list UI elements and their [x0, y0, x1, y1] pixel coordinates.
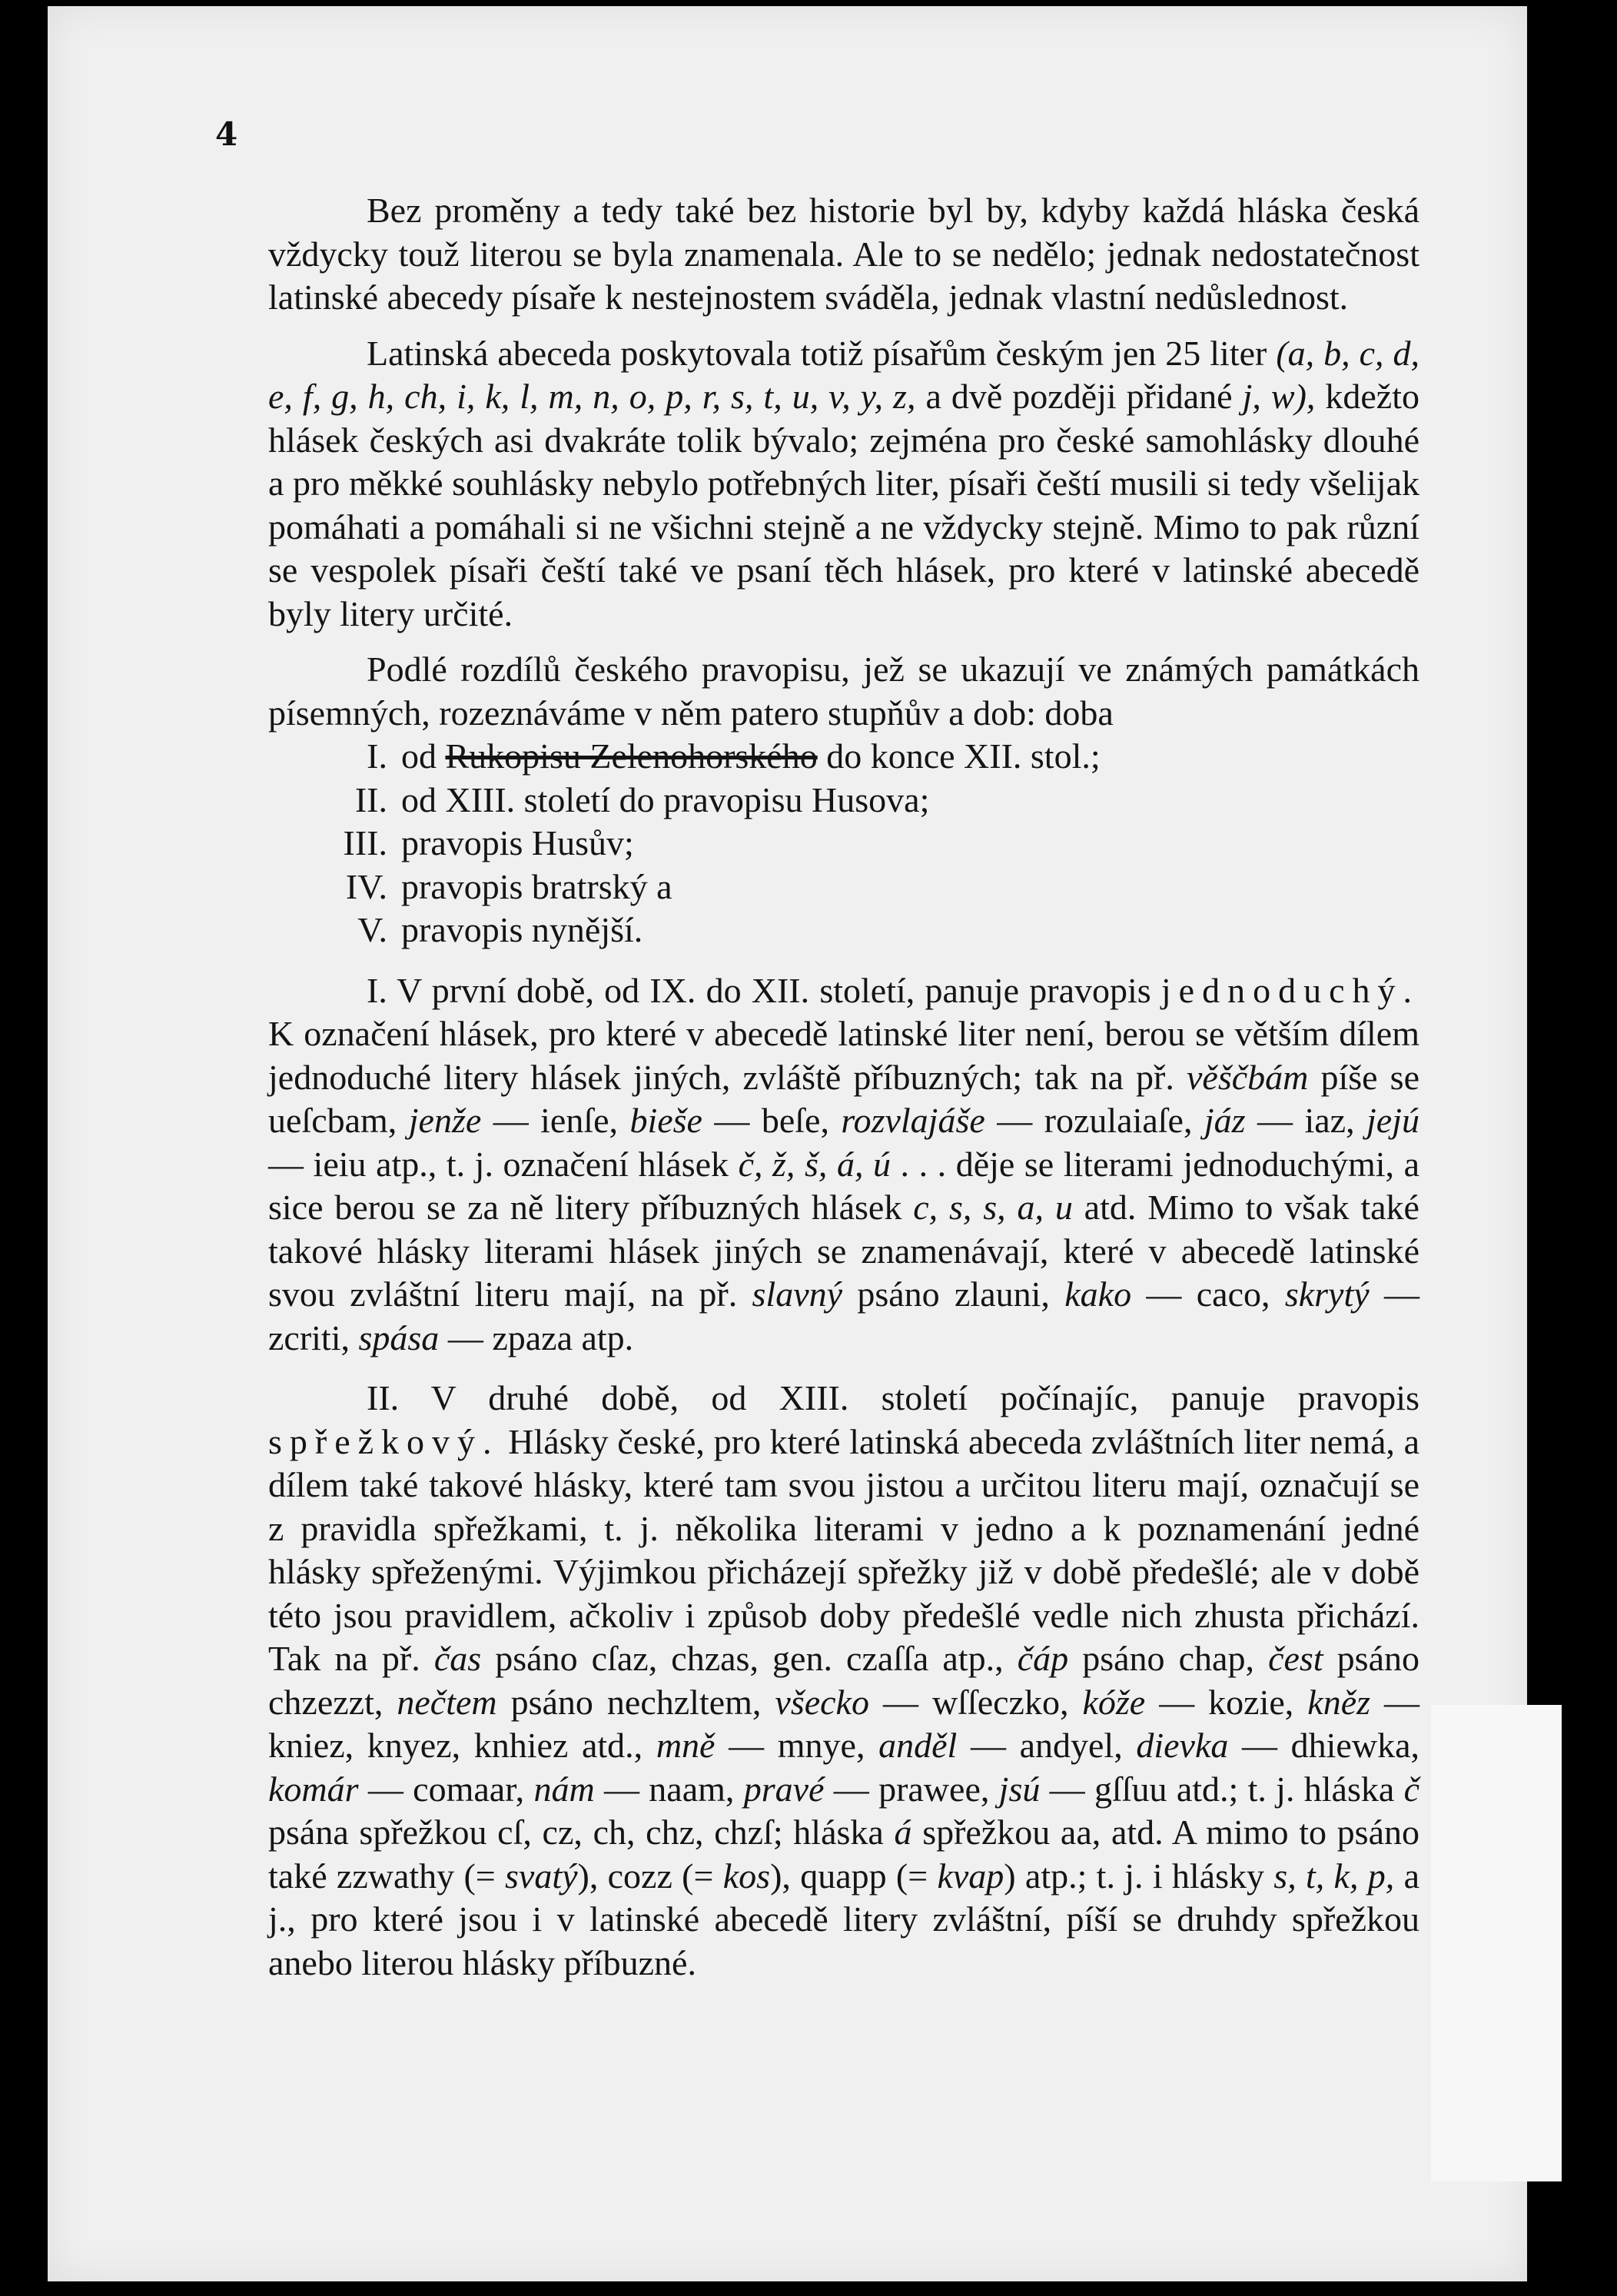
spaced-term: spřežkový.: [268, 1421, 500, 1461]
page-number: 4: [215, 115, 238, 153]
page-edge-strip: [1431, 1705, 1562, 2181]
list-item: IV. pravopis bratrský a: [345, 866, 672, 906]
book-page: [48, 6, 1527, 2281]
period-list: [268, 735, 1419, 952]
paragraph-2: Latinská abeceda poskytovala totiž písařům českým jen 25 liter (a, b, c, d, e, f, g, h, ch, i, k, l, m, n, o, p, r, s, t, u, v, y, z, a dvě později přidané j, w), kdežto hlásek českých asi dvakráte tolik bývalo; zejména pro české samohlásky dlouhé a pro měkké souhlásky nebylo potřebných liter, písaři čeští musili si tedy všelijak pomáhati a pomáhali si ne všichni stejně a ne vždycky stejně. Mimo to pak různí se vespolek písaři čeští také ve psaní těch hlásek, pro které v latinské abecedě byly litery určité.: [268, 333, 1419, 633]
body-text: [268, 189, 1419, 1985]
paragraph-1: Bez proměny a tedy také bez historie byl by, kdyby každá hláska česká vždycky touž literou se byla znamenala. Ale to se nedělo; jednak nedostatečnost latinské abecedy písaře k nestejnostem sváděla, jednak vlastní nedůslednost.: [268, 191, 1419, 317]
struck-text: Rukopisu Zelenohorského: [445, 736, 818, 776]
paragraph-3: Podlé rozdílů českého pravopisu, jež se ukazují ve známých památkách písemných, rozeznáváme v něm patero stupňův a dob: doba: [268, 650, 1419, 733]
list-item: II. od XIII. století do pravopisu Husova;: [354, 779, 930, 819]
spaced-term: jednoduchý.: [1160, 970, 1419, 1010]
list-item: I. od Rukopisu Zelenohorského do konce XII. stol.;: [367, 736, 1101, 776]
paragraph-second-period: II. V druhé době, od XIII. století počínajíc, panuje pravopis spřežkový. Hlásky české, pro které latinská abeceda zvláštních liter nemá, a dílem také takové hlásky, které tam svou jistou a určitou literu mají, označují se z pravidla spřežkami, t. j. několika literami v jedno a k poznamenání jedné hlásky spřeženými. Výjimkou přicházejí spřežky již v době předešlé; ale v době této jsou pravidlem, ačkoliv i způsob doby předešlé vedle nich zhusta přichází. Tak na př. čas psáno cſaz, chzas, gen. czaſſa atp., čáp psáno chap, čest psáno chzezzt, nečtem psáno nechzltem, všecko — wſſeczko, kóže — kozie, kněz — kniez, knyez, knhiez atd., mně — mnye, anděl — andyel, dievka — dhiewka, komár — comaar, nám — naam, pravé — prawee, jsú — gſſuu atd.; t. j. hláska č psána spřežkou cſ, cz, ch, chz, chzſ; hláska á spřežkou aa, atd. A mimo to psáno také zzwathy (= svatý), cozz (= kos), quapp (= kvap) atp.; t. j. i hlásky s, t, k, p, a j., pro které jsou i v latinské abecedě litery zvláštní, píší se druhdy spřežkou anebo literou hlásky příbuzné.: [268, 1378, 1420, 1982]
list-item: III. pravopis Husův;: [343, 823, 634, 862]
list-item: V. pravopis nynější.: [357, 910, 643, 949]
latin-letters: (a, b, c, d, e, f, g, h, ch, i, k, l, m, n, o, p, r, s, t, u, v, y, z,: [268, 333, 1419, 416]
added-letters: j, w),: [1242, 377, 1316, 416]
paragraph-first-period: I. V první době, od IX. do XII. století, panuje pravopis jednoduchý. K označení hlásek, pro které v abecedě latinské liter není, berou se větším dílem jednoduché litery hlásek jiných, zvláště příbuzných; tak na př. věščbám píše se ueſcbam, jenže — ienſe, bieše — beſe, rozvlajáše — rozulaiaſe, jáz — iaz, jejú — ieiu atp., t. j. označení hlásek č, ž, š, á, ú . . . děje se literami jednoduchými, a sice berou se za ně litery příbuzných hlásek c, s, s, a, u atd. Mimo to však také takové hlásky literami hlásek jiných se znamenávají, které v abecedě latinské svou zvláštní literu mají, na př. slavný psáno zlauni, kako — caco, skrytý — zcriti, spása — zpaza atp.: [268, 970, 1420, 1357]
